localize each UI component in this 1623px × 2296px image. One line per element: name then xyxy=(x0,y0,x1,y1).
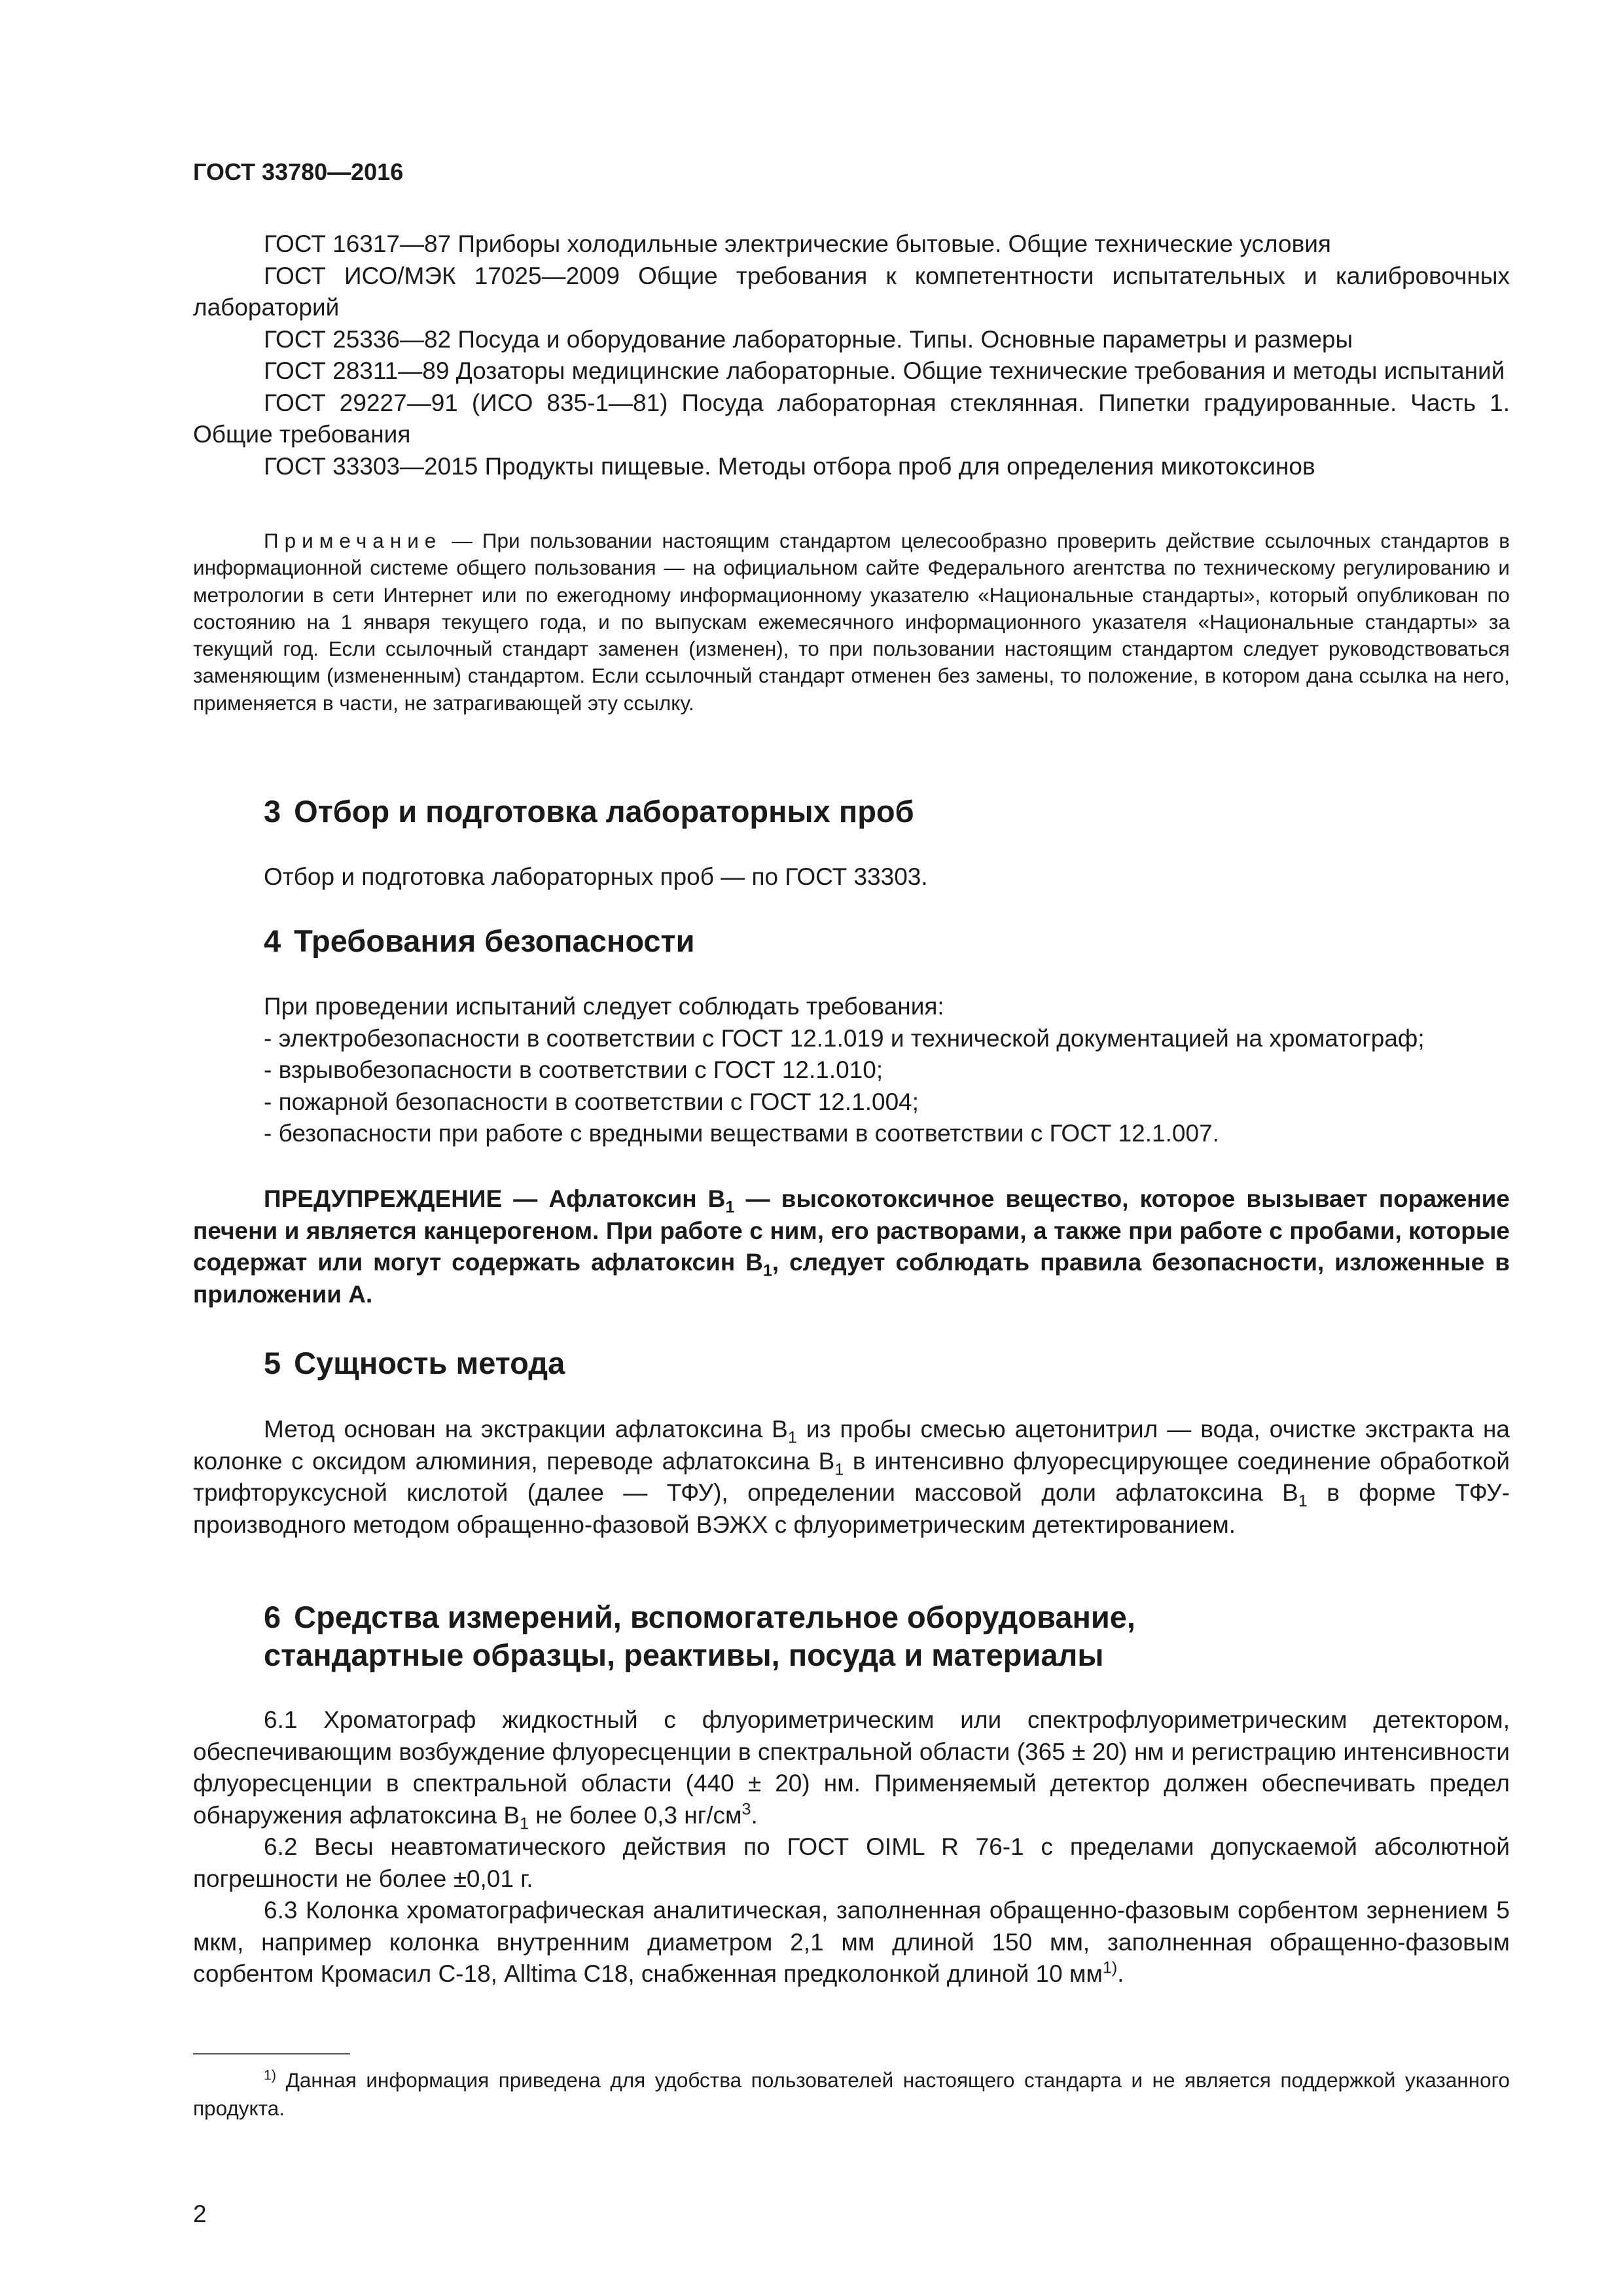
warning-text: ПРЕДУПРЕЖДЕНИЕ — Афлатоксин B xyxy=(264,1185,726,1212)
section-number: 5 xyxy=(264,1346,281,1380)
subscript: 1 xyxy=(1298,1492,1308,1511)
subscript: 1 xyxy=(834,1460,844,1479)
clause-6-2: 6.2 Весы неавтоматического действия по ГОСТ OIML R 76-1 с пределами допускаемой абсолютной погрешности не более ±0,01 г. xyxy=(193,1833,1510,1892)
requirement-item: - электробезопасности в соответствии с ГОСТ 12.1.019 и технической документацией на хроматограф; xyxy=(264,1024,1425,1052)
section-title: Сущность метода xyxy=(294,1346,565,1380)
method-text: в форме ТФУ-производного методом обращенно-фазовой ВЭЖХ с флуориметрическим детектированием. xyxy=(193,1479,1510,1538)
subscript: 1 xyxy=(725,1198,735,1217)
section-6-heading xyxy=(264,1598,1135,1674)
section-number: 4 xyxy=(264,924,281,958)
section-5-heading xyxy=(264,1344,565,1382)
clause-text: не более 0,3 нг/см xyxy=(529,1801,742,1829)
requirement-item: - безопасности при работе с вредными веществами в соответствии с ГОСТ 12.1.007. xyxy=(264,1120,1219,1147)
note-label: Примечание xyxy=(264,529,442,552)
section-3-body xyxy=(193,861,1510,893)
footnote-divider xyxy=(193,2053,350,2054)
section-5-body xyxy=(193,1414,1510,1541)
clause-text: . xyxy=(1117,1960,1124,1987)
requirement-item: - взрывобезопасности в соответствии с ГОСТ 12.1.010; xyxy=(264,1056,883,1083)
subscript: 1 xyxy=(520,1814,529,1833)
section-4-heading xyxy=(264,922,694,960)
section-6-body xyxy=(193,1704,1510,1990)
method-text: в интенсивно флуоресцирующее соединение обработкой трифторуксусной кислотой (далее — ТФУ), определении массовой доли афлатоксина B xyxy=(193,1447,1510,1506)
reference-item: ГОСТ 25336—82 Посуда и оборудование лабораторные. Типы. Основные параметры и размеры xyxy=(264,325,1353,353)
page-header-doc-number: ГОСТ 33780—2016 xyxy=(193,158,404,185)
section-title: Средства измерений, вспомогательное оборудование, xyxy=(294,1600,1135,1634)
subscript: 1 xyxy=(787,1428,797,1447)
requirement-item: - пожарной безопасности в соответствии с ГОСТ 12.1.004; xyxy=(264,1088,919,1115)
clause-text: 6.1 Хроматограф жидкостный с флуориметрическим или спектрофлуориметрическим детектором, обеспечивающим возбуждение флуоресценции в спектральной области (365 ± 20) нм и регистрацию интенсивности флуоресценции в спектральной области (440 ± 20) нм. Применяемый детектор должен обеспечивать предел обнаружения афлатоксина B xyxy=(193,1706,1510,1829)
clause-6-3 xyxy=(193,1895,1510,1990)
section-title: Отбор и подготовка лабораторных проб xyxy=(294,794,914,829)
method-text: Метод основан на экстракции афлатоксина B xyxy=(264,1416,788,1443)
section-title-line2: стандартные образцы, реактивы, посуда и материалы xyxy=(264,1638,1104,1672)
page-number: 2 xyxy=(193,2200,207,2227)
footnote xyxy=(193,2066,1510,2123)
footnote-text: Данная информация приведена для удобства пользователей настоящего стандарта и не является поддержкой указанного продукта. xyxy=(193,2068,1510,2120)
safety-warning xyxy=(193,1183,1510,1310)
section-3-heading xyxy=(264,793,914,831)
reference-item: ГОСТ 33303—2015 Продукты пищевые. Методы отбора проб для определения микотоксинов xyxy=(264,452,1315,480)
footnote-ref: 1) xyxy=(1102,1958,1118,1977)
reference-item: ГОСТ 28311—89 Дозаторы медицинские лабораторные. Общие технические требования и методы испытаний xyxy=(264,357,1505,384)
clause-6-1 xyxy=(193,1704,1510,1831)
footnote-marker: 1) xyxy=(264,2067,277,2083)
reference-item: ГОСТ ИСО/МЭК 17025—2009 Общие требования к компетентности испытательных и калибровочных лабораторий xyxy=(193,262,1510,321)
method-text: из пробы смесью ацетонитрил — вода, очистке экстракта на колонке с оксидом алюминия, переводе афлатоксина B xyxy=(193,1416,1510,1475)
warning-text: , следует соблюдать правила безопасности, изложенные в приложении А. xyxy=(193,1249,1510,1308)
section-title: Требования безопасности xyxy=(294,924,695,958)
section-number: 6 xyxy=(264,1600,281,1634)
section-3-text: Отбор и подготовка лабораторных проб — по ГОСТ 33303. xyxy=(264,863,928,890)
section-4-body xyxy=(193,991,1510,1150)
subscript: 1 xyxy=(762,1261,772,1280)
reference-note xyxy=(193,528,1510,717)
superscript: 3 xyxy=(741,1800,751,1819)
reference-item: ГОСТ 29227—91 (ИСО 835-1—81) Посуда лабораторная стеклянная. Пипетки градуированные. Часть 1. Общие требования xyxy=(193,389,1510,448)
clause-text: 6.3 Колонка хроматографическая аналитическая, заполненная обращенно-фазовым сорбентом зернением 5 мкм, например колонка внутренним диаметром 2,1 мм длиной 150 мм, заполненная обращенно-фазовым сорбентом Кромасил С-18, Alltima C18, снабженная предколонкой длиной 10 мм xyxy=(193,1897,1510,1987)
note-text: — При пользовании настоящим стандартом целесообразно проверить действие ссылочных стандартов в информационной системе общего пользования — на официальном сайте Федерального агентства по техническому регулированию и метрологии в сети Интернет или по ежегодному информационному указателю «Национальные стандарты», который опубликован по состоянию на 1 января текущего года, и по выпускам ежемесячного информационного указателя «Национальные стандарты» за текущий год. Если ссылочный стандарт заменен (изменен), то при пользовании настоящим стандартом следует руководствоваться заменяющим (измененным) стандартом. Если ссылочный стандарт отменен без замены, то положение, в котором дана ссылка на него, применяется в части, не затрагивающей эту ссылку. xyxy=(193,529,1510,715)
reference-item: ГОСТ 16317—87 Приборы холодильные электрические бытовые. Общие технические условия xyxy=(264,230,1331,257)
normative-references-list xyxy=(193,228,1510,482)
section-number: 3 xyxy=(264,794,281,829)
warning-text: — высокотоксичное вещество, которое вызывает поражение печени и является канцерогеном. При работе с ним, его растворами, а также при работе с пробами, которые содержат или могут содержать афлатоксин B xyxy=(193,1185,1510,1276)
section-4-intro: При проведении испытаний следует соблюдать требования: xyxy=(264,993,944,1020)
clause-text: . xyxy=(751,1801,758,1829)
